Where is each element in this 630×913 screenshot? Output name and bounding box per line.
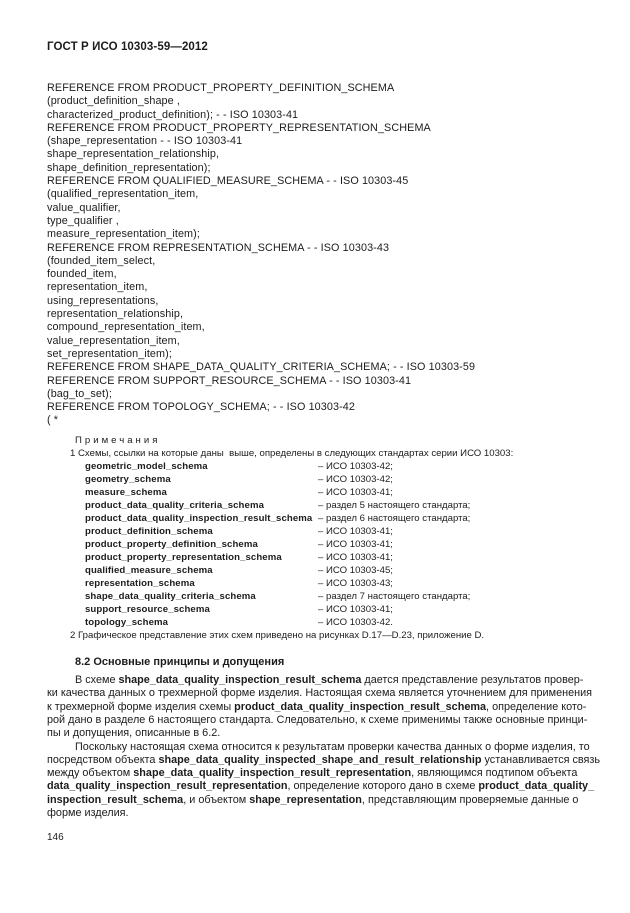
schema-ref: – ИСО 10303-41; bbox=[318, 486, 393, 498]
express-line: REFERENCE FROM REPRESENTATION_SCHEMA - - ISO 10303-43 bbox=[47, 241, 390, 254]
schema-ref: – ИСО 10303-43; bbox=[318, 577, 393, 589]
schema-reference-list bbox=[47, 460, 583, 629]
paragraph-line: к трехмерной форме изделия схемы product_data_quality_inspection_result_schema, определение кото- bbox=[47, 700, 587, 713]
paragraph-line: inspection_result_schema, и объектом shape_representation, представляющим проверяемые данные о bbox=[47, 793, 579, 806]
body-paragraph-1 bbox=[47, 674, 593, 740]
express-line: (founded_item_select, bbox=[47, 254, 156, 267]
schema-ref: – ИСО 10303-41; bbox=[318, 538, 393, 550]
schema-ref: – ИСО 10303-42; bbox=[318, 460, 393, 472]
express-line: representation_item, bbox=[47, 281, 148, 294]
paragraph-line: между объектом shape_data_quality_inspection_result_representation, являющимся подтипом объекта bbox=[47, 767, 578, 780]
paragraph-line: В схеме shape_data_quality_inspection_result_schema дается представление результатов провер- bbox=[75, 674, 584, 687]
schema-row bbox=[47, 525, 583, 538]
express-reference-block bbox=[47, 82, 583, 428]
express-line: (qualified_representation_item, bbox=[47, 188, 199, 201]
schema-name: product_definition_schema bbox=[85, 525, 213, 537]
express-line: (bag_to_set); bbox=[47, 387, 112, 400]
schema-name: measure_schema bbox=[85, 486, 167, 498]
doc-header-standard-number: ГОСТ Р ИСО 10303-59—2012 bbox=[47, 41, 208, 53]
notes-section bbox=[47, 434, 583, 642]
schema-ref: – ИСО 10303-41; bbox=[318, 603, 393, 615]
express-line: (product_definition_shape , bbox=[47, 95, 180, 108]
schema-ref: – раздел 6 настоящего стандарта; bbox=[318, 512, 471, 524]
express-line: REFERENCE FROM TOPOLOGY_SCHEMA; - - ISO 10303-42 bbox=[47, 401, 355, 414]
schema-name: topology_schema bbox=[85, 616, 169, 628]
schema-name: geometric_model_schema bbox=[85, 460, 208, 472]
express-line: representation_relationship, bbox=[47, 308, 184, 321]
express-line: value_qualifier, bbox=[47, 201, 121, 214]
note-1-intro: 1 Схемы, ссылки на которые даны выше, определены в следующих стандартах серии ИСО 10303: bbox=[70, 447, 514, 459]
schema-row bbox=[47, 486, 583, 499]
schema-name: geometry_schema bbox=[85, 473, 171, 485]
schema-name: support_resource_schema bbox=[85, 603, 210, 615]
paragraph-line: ки качества данных о трехмерной форме изделия. Настоящая схема является уточнением для применения bbox=[47, 687, 593, 700]
schema-ref: – ИСО 10303-45; bbox=[318, 564, 393, 576]
schema-row bbox=[47, 616, 583, 629]
note-2: 2 Графическое представление этих схем приведено на рисунках D.17—D.23, приложение D. bbox=[70, 629, 485, 641]
schema-row bbox=[47, 564, 583, 577]
page-number: 146 bbox=[47, 832, 64, 844]
schema-ref: – ИСО 10303-41; bbox=[318, 525, 393, 537]
express-line: REFERENCE FROM SUPPORT_RESOURCE_SCHEMA - - ISO 10303-41 bbox=[47, 374, 412, 387]
schema-name: product_property_definition_schema bbox=[85, 538, 258, 550]
paragraph-line: Поскольку настоящая схема относится к результатам проверки качества данных о форме изделия, то bbox=[75, 740, 590, 753]
express-line: REFERENCE FROM SHAPE_DATA_QUALITY_CRITERIA_SCHEMA; - - ISO 10303-59 bbox=[47, 361, 476, 374]
express-line: founded_item, bbox=[47, 268, 117, 281]
express-line: REFERENCE FROM PRODUCT_PROPERTY_DEFINITION_SCHEMA bbox=[47, 82, 395, 94]
express-line: REFERENCE FROM QUALIFIED_MEASURE_SCHEMA - - ISO 10303-45 bbox=[47, 175, 409, 188]
express-line: compound_representation_item, bbox=[47, 321, 205, 334]
schema-ref: – раздел 7 настоящего стандарта; bbox=[318, 590, 471, 602]
schema-name: product_property_representation_schema bbox=[85, 551, 282, 563]
express-line: shape_definition_representation); bbox=[47, 161, 211, 174]
body-paragraph-2 bbox=[47, 740, 601, 821]
schema-ref: – раздел 5 настоящего стандарта; bbox=[318, 499, 471, 511]
express-line: value_representation_item, bbox=[47, 334, 180, 347]
schema-row bbox=[47, 603, 583, 616]
express-line: ( * bbox=[47, 414, 59, 427]
express-line: type_qualifier , bbox=[47, 214, 119, 227]
express-line: characterized_product_definition); - - ISO 10303-41 bbox=[47, 108, 299, 121]
express-line: REFERENCE FROM PRODUCT_PROPERTY_REPRESENTATION_SCHEMA bbox=[47, 121, 431, 134]
schema-name: representation_schema bbox=[85, 577, 195, 589]
schema-name: qualified_measure_schema bbox=[85, 564, 213, 576]
express-line: (shape_representation - - ISO 10303-41 bbox=[47, 135, 243, 148]
paragraph-line: посредством объекта shape_data_quality_inspected_shape_and_result_relationship устанавливается связь bbox=[47, 753, 601, 766]
schema-name: product_data_quality_criteria_schema bbox=[85, 499, 265, 511]
schema-row bbox=[47, 512, 583, 525]
schema-name: shape_data_quality_criteria_schema bbox=[85, 590, 256, 602]
schema-row bbox=[47, 577, 583, 590]
paragraph-line: data_quality_inspection_result_representation, определение которого дано в схеме product_data_quality_ bbox=[47, 780, 595, 793]
section-heading-8-2: 8.2 Основные принципы и допущения bbox=[75, 655, 285, 668]
schema-row bbox=[47, 590, 583, 603]
schema-name: product_data_quality_inspection_result_schema bbox=[85, 512, 313, 524]
schema-row bbox=[47, 473, 583, 486]
schema-row bbox=[47, 551, 583, 564]
schema-row bbox=[47, 538, 583, 551]
paragraph-line: рой дано в разделе 6 настоящего стандарта. Следовательно, к схеме применимы также основные принци- bbox=[47, 713, 588, 726]
schema-ref: – ИСО 10303-41; bbox=[318, 551, 393, 563]
express-line: shape_representation_relationship, bbox=[47, 148, 220, 161]
paragraph-line: пы и допущения, описанные в 6.2. bbox=[47, 727, 221, 740]
express-line: measure_representation_item); bbox=[47, 228, 200, 241]
notes-title: Примечания bbox=[75, 434, 161, 446]
schema-row bbox=[47, 460, 583, 473]
schema-ref: – ИСО 10303-42; bbox=[318, 473, 393, 485]
express-line: set_representation_item); bbox=[47, 347, 172, 360]
express-line: using_representations, bbox=[47, 294, 159, 307]
schema-ref: – ИСО 10303-42. bbox=[318, 616, 393, 628]
schema-row bbox=[47, 499, 583, 512]
paragraph-line: форме изделия. bbox=[47, 806, 129, 819]
